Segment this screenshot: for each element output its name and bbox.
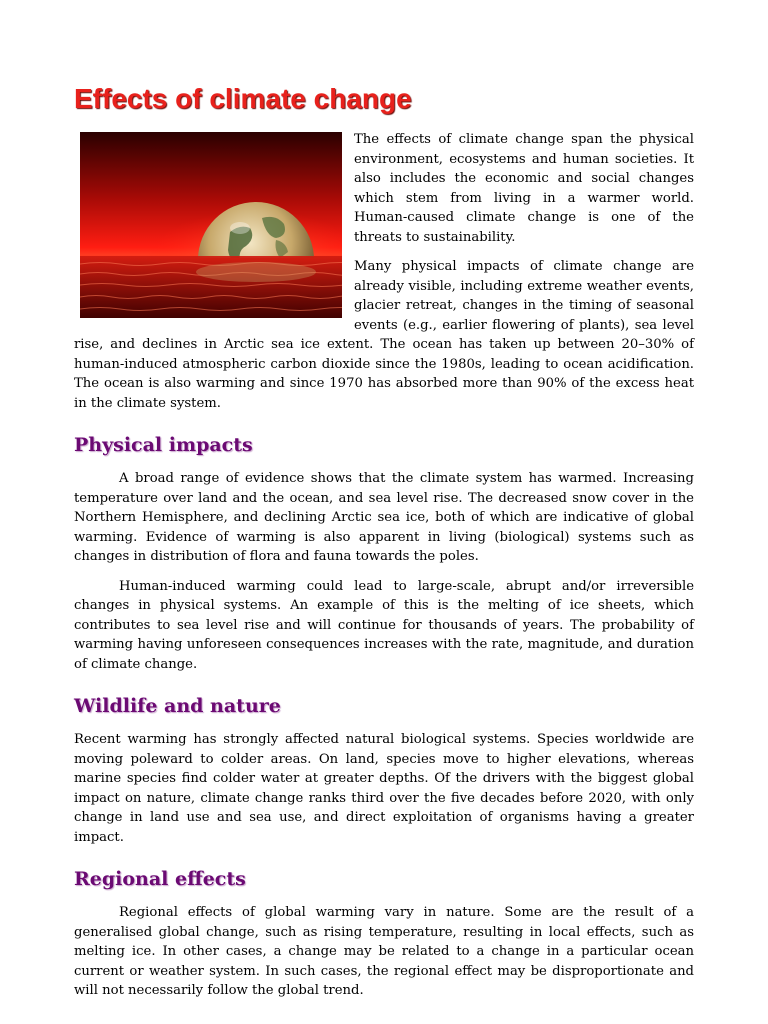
section-heading-regional-effects: Regional effects bbox=[74, 868, 246, 890]
section-heading-physical-impacts: Physical impacts bbox=[74, 434, 253, 456]
earth-sinking-image bbox=[80, 132, 342, 318]
physical-impacts-paragraph-2: Human-induced warming could lead to large-scale, abrupt and/or irreversible changes in physical systems. An example of this is the melting of ice sheets, which contributes to sea level rise and will continue for thousands of years. The probability of warming having unforeseen consequences increases with the rate, magnitude, and duration of climate change. bbox=[74, 578, 694, 672]
physical-impacts-paragraph-1: A broad range of evidence shows that the climate system has warmed. Increasing temperature over land and the ocean, and sea level rise. The decreased snow cover in the Northern Hemisphere, and declining Arctic sea ice, both of which are indicative of global warming. Evidence of warming is also apparent in living (biological) systems such as changes in distribution of flora and fauna towards the poles. bbox=[74, 471, 694, 564]
page-title: Effects of climate change bbox=[74, 83, 412, 114]
section-heading-wildlife-and-nature: Wildlife and nature bbox=[74, 695, 281, 717]
intro-paragraph-2: Many physical impacts of climate change are already visible, including extreme weather events, glacier retreat, changes in the timing of seasonal events (e.g., earlier flowering of plants), sea level rise, and declines in Arctic sea ice extent. The ocean has taken up between 20–30% of human-induced atmospheric carbon dioxide since the 1980s, leading to ocean acidification. The ocean is also warming and since 1970 has absorbed more than 90% of the excess heat in the climate system. bbox=[74, 259, 694, 411]
wildlife-paragraph-1: Recent warming has strongly affected natural biological systems. Species worldwide are moving poleward to colder areas. On land, species move to higher elevations, whereas marine species find colder water at greater depths. Of the drivers with the biggest global impact on nature, climate change ranks third over the five decades before 2020, with only change in land use and sea use, and direct exploitation of organisms having a greater impact. bbox=[74, 732, 694, 845]
intro-paragraph-1: The effects of climate change span the physical environment, ecosystems and human societies. It also includes the economic and social changes which stem from living in a warmer world. Human-caused climate change is one of the threats to sustainability. bbox=[354, 132, 694, 245]
regional-effects-paragraph-1: Regional effects of global warming vary in nature. Some are the result of a generalised global change, such as rising temperature, resulting in local effects, such as melting ice. In other cases, a change may be related to a change in a particular ocean current or weather system. In such cases, the regional effect may be disproportionate and will not necessarily follow the global trend. bbox=[74, 905, 694, 998]
